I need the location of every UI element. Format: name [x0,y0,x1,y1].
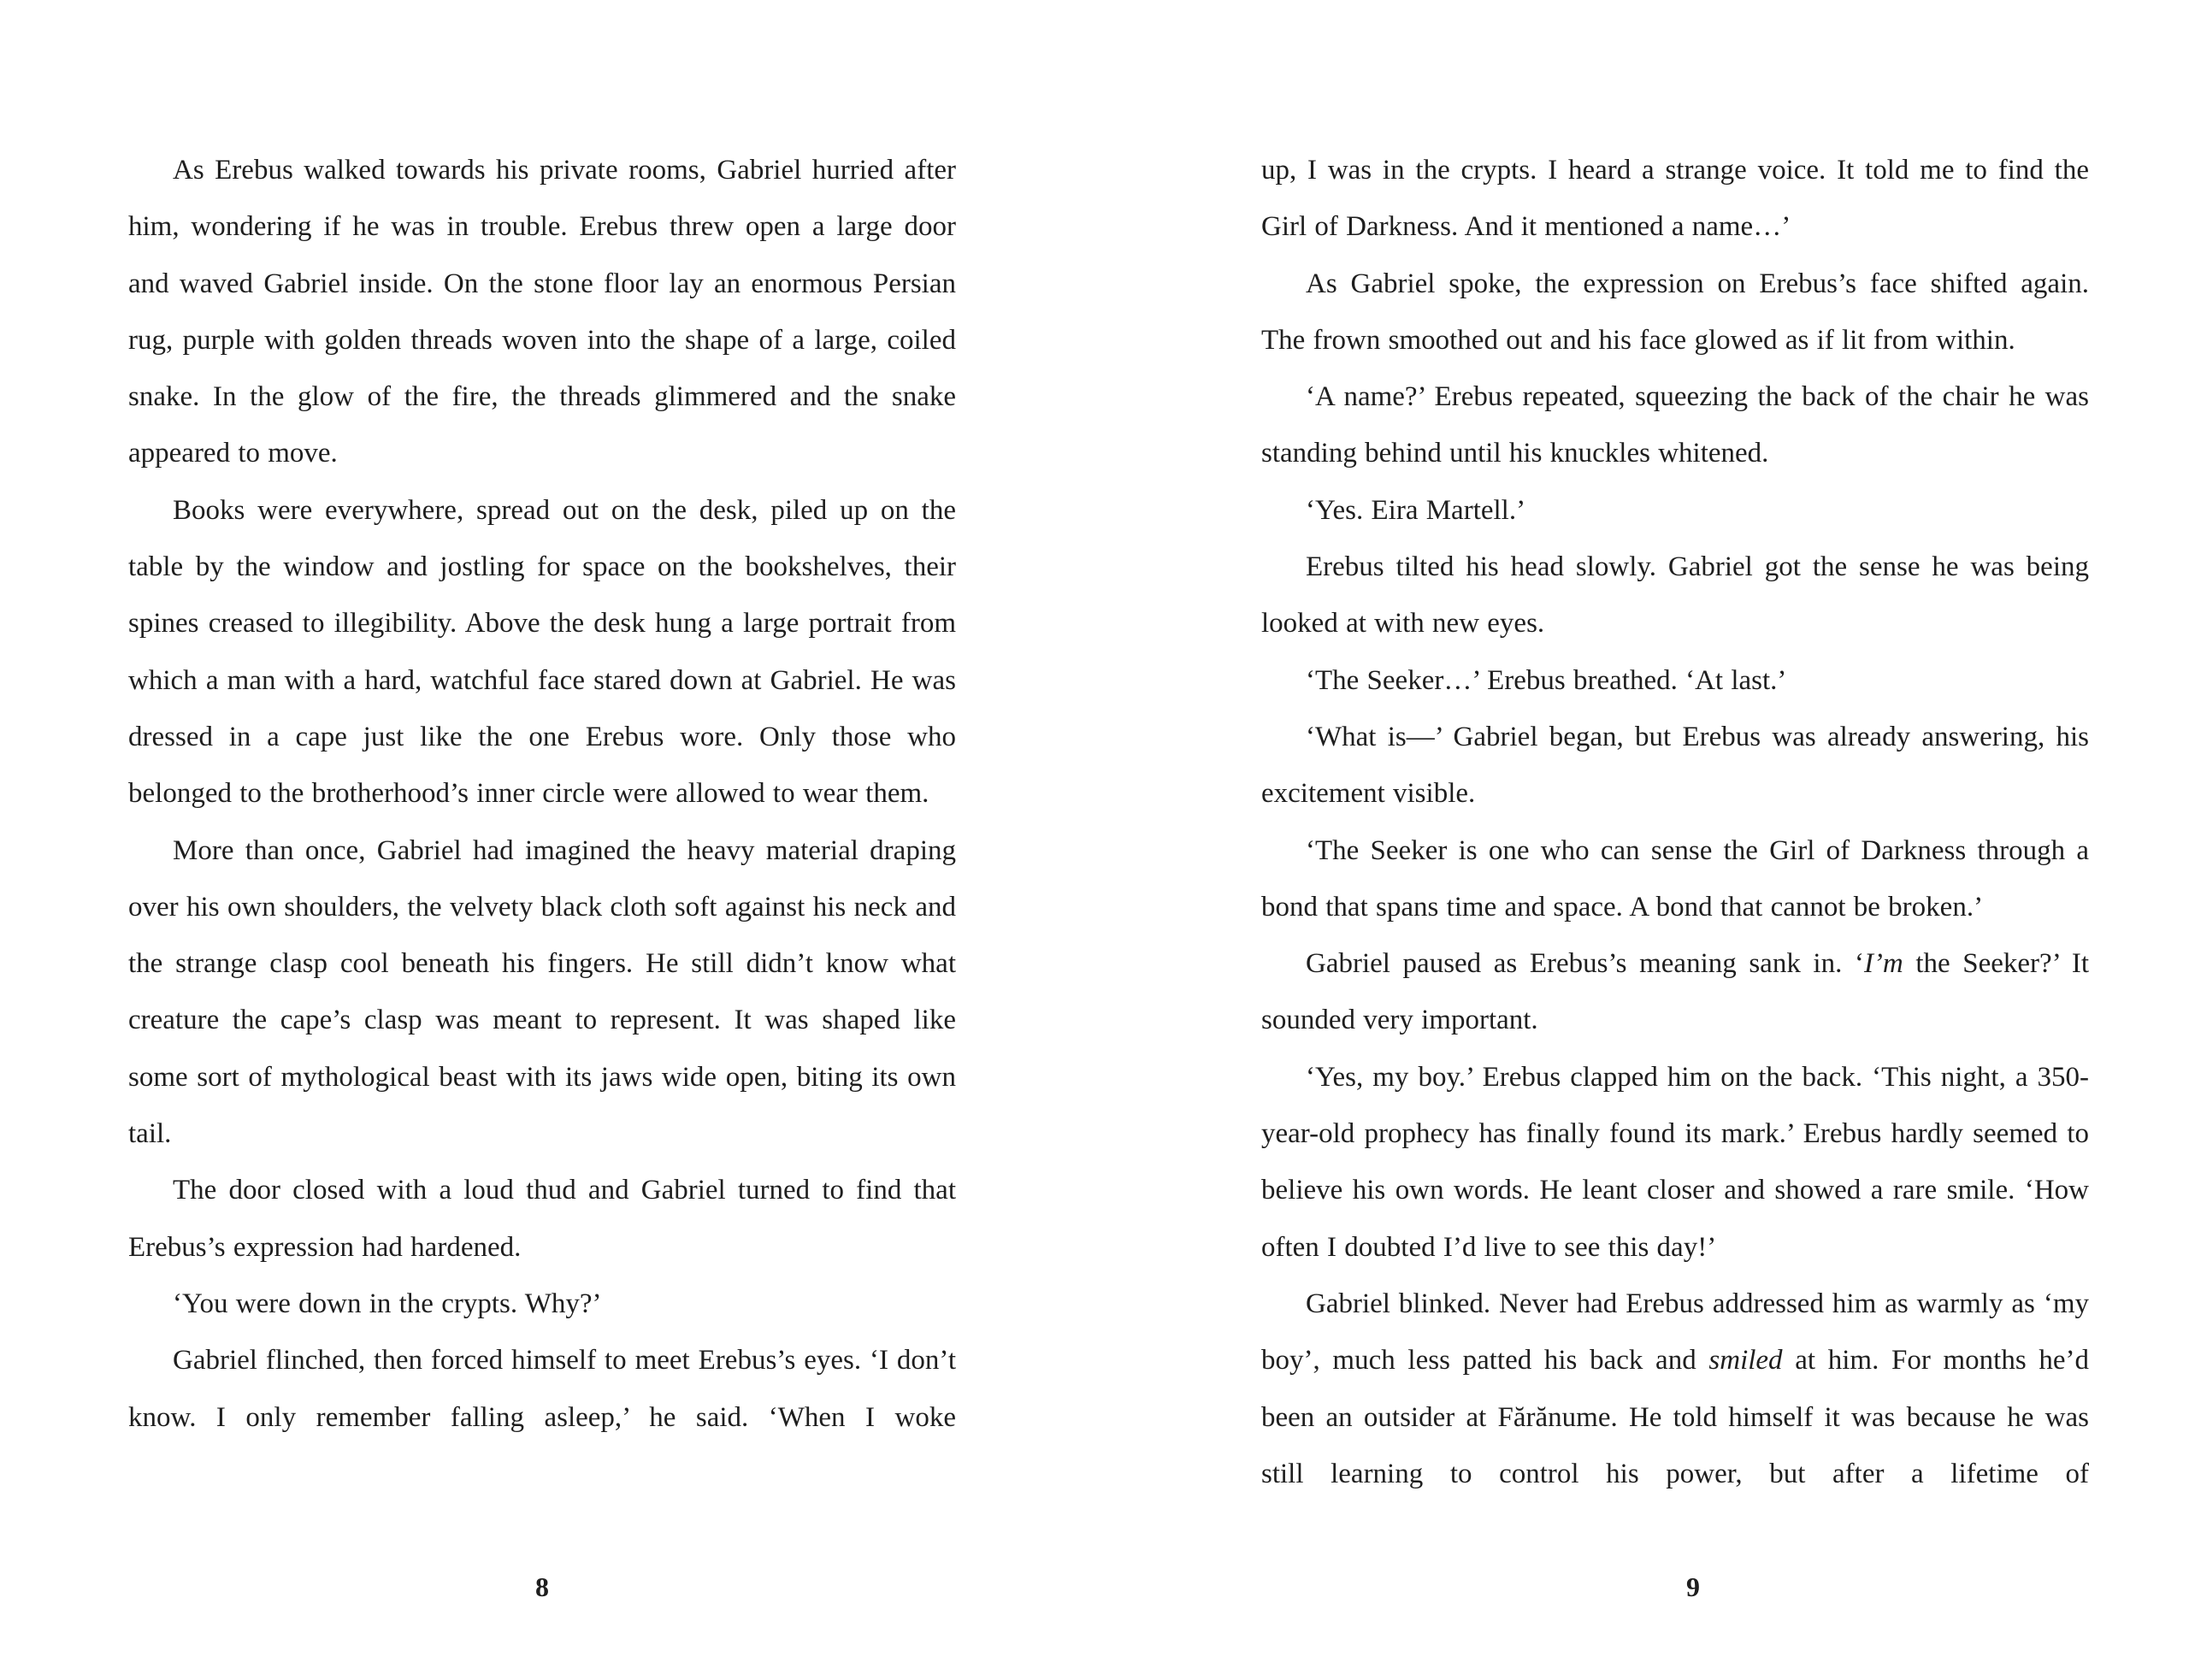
paragraph-text: Gabriel blinked. Never had Erebus addressed him as warmly as ‘my boy’, much less patted his back and [1261,1288,2089,1376]
paragraph: More than once, Gabriel had imagined the heavy material draping over his own shoulders, the velvety black cloth soft against his neck and the strange clasp cool beneath his fingers. He still didn’t know what creature the cape’s clasp was meant to represent. It was shaped like some sort of mythological beast with its jaws wide open, biting its own tail. [128,834,956,1150]
paragraph [1261,935,2089,1049]
paragraph-text: the Seeker?’ It sounded very important. [1261,948,2089,1036]
paragraph: ‘You were down in the crypts. Why?’ [173,1288,602,1319]
emphasis: smiled [1708,1345,1783,1376]
paragraph [1261,1276,2089,1502]
paragraph-text: at him. For months he’d been an outsider at Fărănume. He told himself it was because he was still learning to control his power, but after a lifetime of [1261,1345,2090,1489]
page-number: 8 [535,1571,549,1602]
paragraph: up, I was in the crypts. I heard a strange voice. It told me to find the Girl of Darkness. And it mentioned a name…’ [1261,155,2089,243]
paragraph: ‘The Seeker…’ Erebus breathed. ‘At last.’ [1306,664,1787,696]
paragraph: ‘Yes, my boy.’ Erebus clapped him on the back. ‘This night, a 350-year-old prophecy has finally found its mark.’ Erebus hardly seemed to believe his own words. He leant closer and showed a rare smile. ‘How often I doubted I’d live to see this day!’ [1261,1061,2089,1263]
emphasis: I’m [1863,948,1903,980]
paragraph: ‘A name?’ Erebus repeated, squeezing the back of the chair he was standing behind until his knuckles whitened. [1261,381,2089,469]
paragraph: ‘Yes. Eira Martell.’ [1306,494,1526,526]
paragraph: ‘The Seeker is one who can sense the Girl of Darkness through a bond that spans time and space. A bond that cannot be broken.’ [1261,834,2089,923]
paragraph: As Gabriel spoke, the expression on Erebus’s face shifted again. The frown smoothed out and his face glowed as if lit from within. [1261,268,2089,356]
paragraph-text: Gabriel paused as Erebus’s meaning sank in. ‘ [1306,948,1864,980]
right-page-text [1261,142,2089,1502]
left-page [0,0,1094,1680]
page-number: 9 [1686,1571,1700,1602]
paragraph: ‘What is—’ Gabriel began, but Erebus was already answering, his excitement visible. [1261,721,2089,810]
left-page-text [128,142,956,1446]
paragraph: The door closed with a loud thud and Gabriel turned to find that Erebus’s expression had hardened. [128,1175,956,1263]
paragraph: Books were everywhere, spread out on the desk, piled up on the table by the window and jostling for space on the bookshelves, their spines creased to illegibility. Above the desk hung a large portrait from which a man with a hard, watchful face stared down at Gabriel. He was dressed in a cape just like the one Erebus wore. Only those who belonged to the brotherhood’s inner circle were allowed to wear them. [128,494,956,810]
right-page [1094,0,2189,1680]
paragraph: Gabriel flinched, then forced himself to meet Erebus’s eyes. ‘I don’t know. I only remember falling asleep,’ he said. ‘When I woke [128,1345,956,1433]
paragraph: As Erebus walked towards his private rooms, Gabriel hurried after him, wondering if he was in trouble. Erebus threw open a large door and waved Gabriel inside. On the stone floor lay an enormous Persian rug, purple with golden threads woven into the shape of a large, coiled snake. In the glow of the fire, the threads glimmered and the snake appeared to move. [128,155,956,469]
paragraph: Erebus tilted his head slowly. Gabriel got the sense he was being looked at with new eyes. [1261,551,2089,640]
